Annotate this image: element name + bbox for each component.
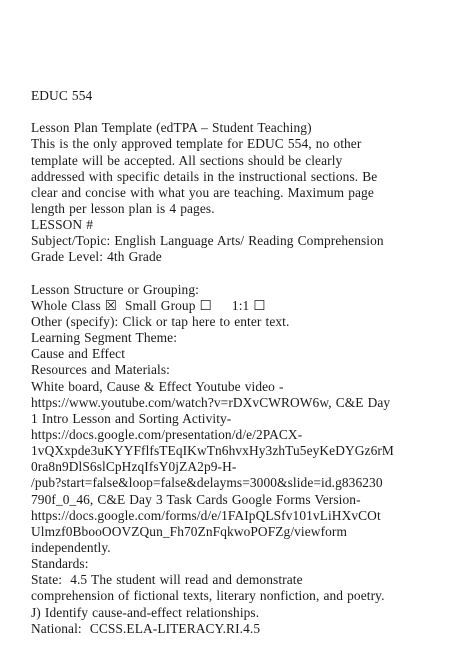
standards-line: comprehension of fictional texts, literary nonfiction, and poetry.	[31, 588, 385, 604]
template-title: Lesson Plan Template (edTPA – Student Teaching)	[31, 120, 312, 136]
learning-segment-value: Cause and Effect	[31, 346, 126, 362]
standards-line: National: CCSS.ELA-LITERACY.RI.4.5	[31, 620, 261, 636]
subject-topic: Subject/Topic: English Language Arts/ Reading Comprehension	[31, 233, 384, 249]
standards-line: J) Identify cause-and-effect relationships.	[31, 604, 260, 620]
learning-segment-heading: Learning Segment Theme:	[31, 330, 178, 346]
resources-line: White board, Cause & Effect Youtube video -	[31, 378, 284, 394]
resources-link[interactable]: https://docs.google.com/forms/d/e/1FAIpQLSfv101vLiHXvCOt	[31, 507, 381, 523]
intro-line: clear and concise with what you are teaching. Maximum page	[31, 184, 374, 200]
resources-heading: Resources and Materials:	[31, 362, 170, 378]
resources-link[interactable]: 0ra8n9DlS6slCpHzqIfsY0jZA2p9-H-	[31, 459, 237, 475]
lesson-plan-body	[31, 88, 451, 637]
standards-line: State: 4.5 The student will read and demonstrate	[31, 572, 303, 588]
blank-line	[31, 266, 451, 282]
lesson-number: LESSON #	[31, 217, 94, 233]
other-specify-field[interactable]: Other (specify): Click or tap here to enter text.	[31, 313, 290, 329]
course-code: EDUC 554	[31, 88, 93, 103]
resources-line: independently.	[31, 539, 111, 555]
grade-level: Grade Level: 4th Grade	[31, 249, 162, 265]
resources-link[interactable]: https://docs.google.com/presentation/d/e/2PACX-	[31, 426, 303, 442]
resources-line: 1 Intro Lesson and Sorting Activity-	[31, 410, 232, 426]
resources-link[interactable]: 1vQXxpde3uKYYFflfsTEqIKwTn6hvxHy3zhTu5eyKeDYGz6rM	[31, 443, 394, 459]
resources-link[interactable]: https://www.youtube.com/watch?v=rDXvCWROW6w, C&E Day	[31, 394, 391, 410]
intro-line: length per lesson plan is 4 pages.	[31, 200, 215, 216]
intro-line: addressed with specific details in the instructional sections. Be	[31, 168, 378, 184]
grouping-options[interactable]: Whole Class ☒ Small Group ☐ 1:1 ☐	[31, 297, 266, 313]
resources-link[interactable]: /pub?start=false&loop=false&delayms=3000&slide=id.g836230	[31, 475, 383, 491]
standards-heading: Standards:	[31, 556, 89, 572]
intro-line: This is the only approved template for EDUC 554, no other	[31, 136, 362, 152]
lesson-structure-heading: Lesson Structure or Grouping:	[31, 281, 199, 297]
intro-line: template will be accepted. All sections should be clearly	[31, 152, 343, 168]
resources-link[interactable]: Ulmzf0BbooOOVZQun_Fh70ZnFqkwoPOFZg/viewform	[31, 523, 347, 539]
resources-line: 790f_0_46, C&E Day 3 Task Cards Google Forms Version-	[31, 491, 361, 507]
blank-line	[31, 104, 451, 120]
